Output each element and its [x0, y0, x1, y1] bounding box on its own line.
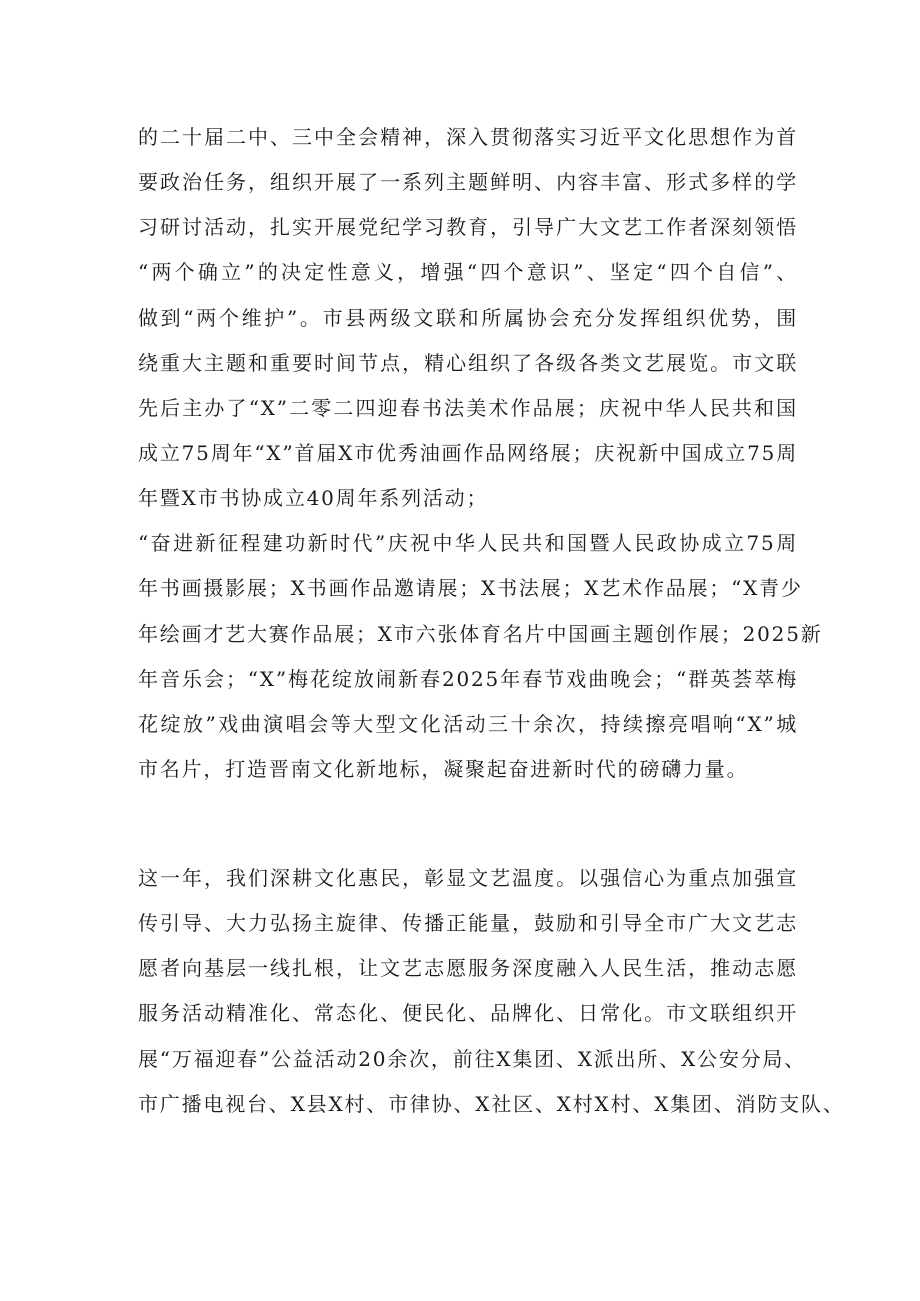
- paragraph-1-line-4: “两个确立”的决定性意义，增强“四个意识”、坚定“四个自信”、: [138, 260, 798, 284]
- paragraph-2-line-4: 服务活动精准化、常态化、便民化、品牌化、日常化。市文联组织开: [138, 1001, 798, 1025]
- paragraph-2-line-1: 这一年，我们深耕文化惠民，彰显文艺温度。以强信心为重点加强宣: [138, 866, 798, 890]
- paragraph-2-line-3: 愿者向基层一线扎根，让文艺志愿服务深度融入人民生活，推动志愿: [138, 956, 798, 980]
- paragraph-1-line-9: 年暨X市书协成立40周年系列活动；: [138, 486, 489, 510]
- paragraph-1-line-14: 花绽放”戏曲演唱会等大型文化活动三十余次，持续擦亮唱响“X”城: [138, 712, 798, 736]
- paragraph-1-line-2: 要政治任务，组织开展了一系列主题鲜明、内容丰富、形式多样的学: [138, 170, 798, 194]
- paragraph-1-line-3: 习研讨活动，扎实开展党纪学习教育，引导广大文艺工作者深刻领悟: [138, 215, 798, 239]
- paragraph-1-line-1: 的二十届二中、三中全会精神，深入贯彻落实习近平文化思想作为首: [138, 125, 798, 149]
- paragraph-2-line-6: 市广播电视台、X县X村、市律协、X社区、X村X村、X集团、消防支队、: [138, 1092, 845, 1116]
- paragraph-1-line-15: 市名片，打造晋南文化新地标，凝聚起奋进新时代的磅礴力量。: [138, 757, 749, 781]
- paragraph-2-line-5: 展“万福迎春”公益活动20余次，前往X集团、X派出所、X公安分局、: [138, 1047, 807, 1071]
- paragraph-1-line-6: 绕重大主题和重要时间节点，精心组织了各级各类文艺展览。市文联: [138, 351, 798, 375]
- paragraph-1-line-11: 年书画摄影展；X书画作品邀请展；X书法展；X艺术作品展；“X青少: [138, 576, 803, 600]
- paragraph-1-line-13: 年音乐会；“X”梅花绽放闹新春2025年春节戏曲晚会；“群英荟萃梅: [138, 667, 798, 691]
- paragraph-1-line-10: “奋进新征程建功新时代”庆祝中华人民共和国暨人民政协成立75周: [138, 531, 798, 555]
- paragraph-1-line-12: 年绘画才艺大赛作品展；X市六张体育名片中国画主题创作展；2025新: [138, 622, 823, 646]
- paragraph-1-line-8: 成立75周年“X”首届X市优秀油画作品网络展；庆祝新中国成立75周: [138, 441, 798, 465]
- paragraph-1-line-7: 先后主办了“X”二零二四迎春书法美术作品展；庆祝中华人民共和国: [138, 396, 798, 420]
- paragraph-2-line-2: 传引导、大力弘扬主旋律、传播正能量，鼓励和引导全市广大文艺志: [138, 911, 798, 935]
- paragraph-1-line-5: 做到“两个维护”。市县两级文联和所属协会充分发挥组织优势，围: [138, 306, 798, 330]
